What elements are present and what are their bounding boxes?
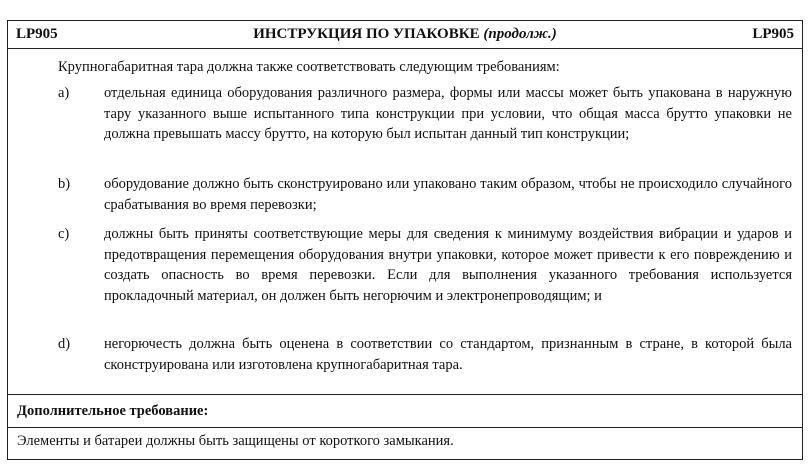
- divider: [8, 394, 802, 395]
- item-text: негорючесть должна быть оценена в соответствии со стандартом, признанным в стране, в которой была сконструирована или изготовлена крупногабаритная тара.: [104, 336, 792, 373]
- intro-text: Крупногабаритная тара должна также соответствовать следующим требованиям:: [58, 59, 560, 75]
- instruction-table: [7, 20, 803, 460]
- additional-requirement-title: Дополнительное требование:: [17, 403, 209, 419]
- item-text: должны быть приняты соответствующие меры для сведения к минимуму воздействия вибрации и ударов и предотвращения перемещения оборудования внутри упаковки, которое может привести к его повреждению и создать опасность во время перевозки. Если для выполнения указанного требования используется прокладочный материал, он должен быть негорючим и электронепроводящим; и: [104, 226, 792, 304]
- item-text: отдельная единица оборудования различного размера, формы или массы может быть упакована в наружную тару указанного выше испытанного типа конструкции при условии, что общая масса брутто упаковки не должна превышать массу брутто, на которую был испытан данный тип конструкции;: [104, 85, 792, 142]
- item-text: оборудование должно быть сконструировано или упаковано таким образом, чтобы не происходило случайного срабатывания во время перевозки;: [104, 176, 792, 213]
- title-text: ИНСТРУКЦИЯ ПО УПАКОВКЕ: [253, 26, 480, 42]
- instruction-code-right: LP905: [752, 26, 794, 42]
- additional-requirement-text: Элементы и батареи должны быть защищены от короткого замыкания.: [17, 433, 454, 449]
- title-suffix: (продолж.): [483, 26, 557, 42]
- item-label: a): [58, 85, 70, 101]
- table-header: [8, 21, 802, 49]
- item-label: c): [58, 226, 70, 242]
- item-label: b): [58, 176, 71, 192]
- instruction-code-left: LP905: [16, 26, 58, 42]
- divider: [8, 427, 802, 428]
- page-title: [8, 26, 802, 43]
- requirements-section: [8, 49, 802, 394]
- item-label: d): [58, 336, 71, 352]
